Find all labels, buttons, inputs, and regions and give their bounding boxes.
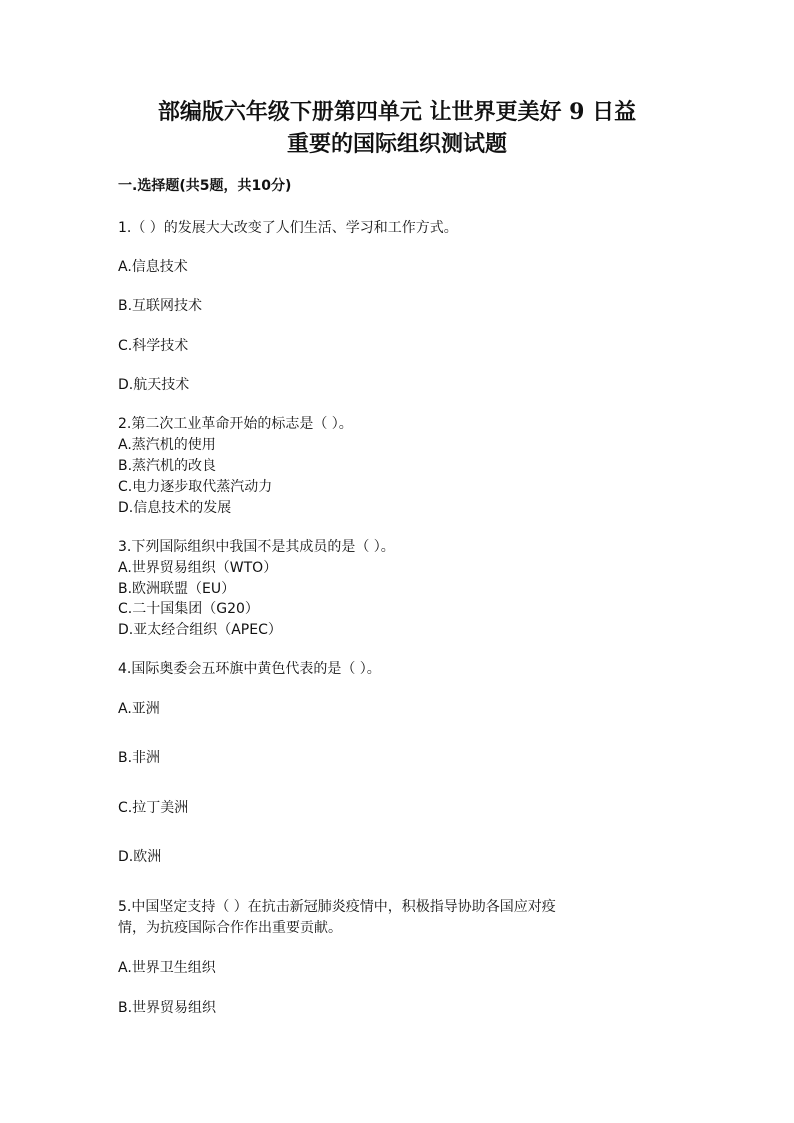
question-3-stem: 3.下列国际组织中我国不是其成员的是（ ）。 (118, 539, 395, 555)
question-1-option-d: D.航天技术 (118, 377, 190, 393)
document-title-line-2: 重要的国际组织测试题 (286, 131, 507, 157)
question-4-option-c: C.拉丁美洲 (118, 800, 189, 816)
question-2-option-c: C.电力逐步取代蒸汽动力 (118, 479, 273, 495)
question-2-stem: 2.第二次工业革命开始的标志是（ ）。 (118, 416, 353, 432)
section-heading: 一.选择题(共5题，共10分) (118, 178, 292, 194)
question-2-option-b: B.蒸汽机的改良 (118, 458, 217, 474)
question-1-option-b: B.互联网技术 (118, 298, 203, 314)
question-5-stem-line-2: 情，为抗疫国际合作作出重要贡献。 (118, 920, 342, 936)
question-2-option-d: D.信息技术的发展 (118, 500, 232, 516)
question-4-option-d: D.欧洲 (118, 849, 162, 865)
question-3-option-c: C.二十国集团（G20） (118, 601, 259, 617)
question-3-option-d: D.亚太经合组织（APEC） (118, 622, 282, 638)
question-1-option-a: A.信息技术 (118, 259, 188, 275)
document-title-line-1: 部编版六年级下册第四单元 让世界更美好 9 日益 (157, 99, 637, 125)
question-1-option-c: C.科学技术 (118, 338, 189, 354)
question-4-stem: 4.国际奥委会五环旗中黄色代表的是（ ）。 (118, 661, 381, 677)
question-3-option-a: A.世界贸易组织（WTO） (118, 560, 278, 576)
question-4-option-a: A.亚洲 (118, 701, 160, 717)
question-5-stem-line-1: 5.中国坚定支持（ ）在抗击新冠肺炎疫情中，积极指导协助各国应对疫 (118, 899, 556, 915)
question-2-option-a: A.蒸汽机的使用 (118, 437, 216, 453)
question-1-stem: 1.（ ）的发展大大改变了人们生活、学习和工作方式。 (118, 220, 458, 236)
question-5-option-b: B.世界贸易组织 (118, 1000, 217, 1016)
question-3-option-b: B.欧洲联盟（EU） (118, 581, 236, 597)
question-4-option-b: B.非洲 (118, 750, 161, 766)
question-5-option-a: A.世界卫生组织 (118, 960, 216, 976)
